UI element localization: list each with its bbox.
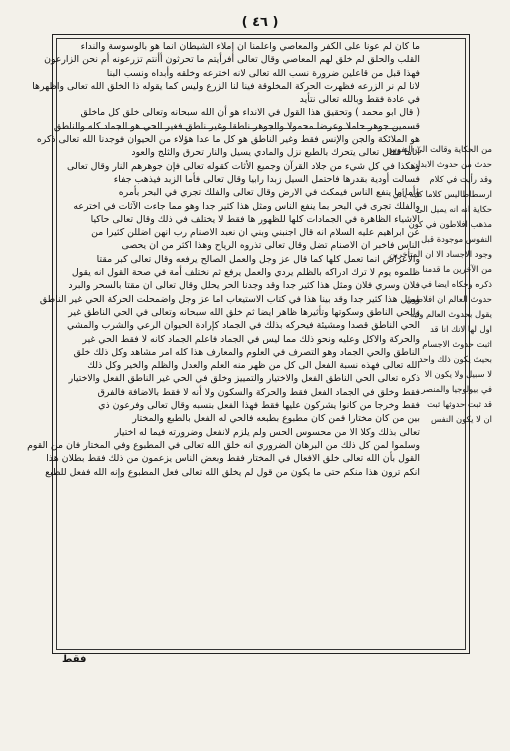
main-text-line: وأما ما ينفع الناس فيمكث في الارض وقال تعالى والفلك تجري في البحر بأمره: [118, 187, 420, 199]
main-text-line: والحركة والاكل وعليه ونحو ذلك مما ليس في الجماد فاعلم الجماد كانه لا فقط الحي غير: [82, 333, 420, 345]
main-text-line: فلان وسري فلان ومثل هذا كثير جدا وقد وجدنا الحر يحلل وقال تعالى ان مقتا بالسحر والبرد: [68, 280, 420, 292]
margin-note-line: يقول بحدوث العالم وانه: [410, 309, 492, 319]
main-text-line: فهذا قبل من قاعلين ضرورة نسب الله تعالى لانه اخترعه وخلقه وأبداه ونسب البنا: [106, 67, 420, 79]
main-text-line: قسمين جوهر حاملا وعرضا محمولا والجوهر ناطقا وغير ناطق فغير الحي هو الجماد كله والناطق: [53, 120, 420, 132]
main-text-line: والحي الناطق وسكوتها وتأثيرها ظاهر ايضا ثم خلق الله سبحانه وتعالى في الحي الناطق غير: [68, 306, 420, 318]
margin-note-block: [386, 142, 492, 562]
catchword: فقط: [62, 654, 87, 665]
main-text-line: والاعراض انما تعمل كلها كما قال عز وجل والعمل الصالح يرفعه وقال تعالى كبر مقتا: [96, 253, 420, 265]
margin-note-line: بحيث يكون ذلك واحد: [418, 354, 492, 364]
margin-note-line: من الحكاية وقالت الى النفوس: [386, 144, 492, 154]
main-text-line: وهكذا في كل شيء من جلاد القرآن وجميع الأثات كقوله تعالى فإن جوهرهم النار وقال تعالى: [67, 160, 420, 172]
main-text-line: تعالى بذلك وكلا الا من محسوس الحس ولم يلزم لانفعل وضرورته فيما له اختيار: [114, 426, 420, 438]
main-text-line: الاشياء الظاهرة في الجمادات كلها للظهور ها فقط لا يختلف في ذلك وقال تعالى حاكيا: [90, 213, 420, 225]
margin-note-line: اثبت حدوث الاجسام: [422, 339, 492, 349]
margin-note-line: مذهب افلاطون في كون: [408, 219, 492, 229]
main-text-line: عن ابراهيم عليه السلام انه قال اجنبني وبني ان نعبد الاصنام رب انهن اضللن كثيرا من: [91, 227, 420, 239]
main-text-line: لانا لم نر الزرعه فظهرت الحركة المخلوقة فينا لنا الزرع وليس كما يقوله ذا الخلق الله تعالى واظهرها: [32, 80, 420, 92]
main-text-line: في عادة فقط وبالله تعالى نتأيد: [299, 94, 420, 106]
main-text-line: الناطق والحي الجماد وهو التصرف في العلوم والمعارف هذا كله امر مشاهد وكل ذلك خلق: [73, 346, 420, 358]
main-text-line: هو الملائكة والجن والإنس فقط وغير الناطق هو كل ما عدا هؤلاء من الحيوان فوجدنا الله تعالى ذكره: [36, 134, 420, 146]
main-text-line: القلب والحلق لم خلق لهم المعاصي وقال تعالى أفرأيتم ما تحرثون أأنتم تزرعونه أم نحن الزارعون: [44, 54, 420, 66]
main-text-line: ومثل هذا كثير جدا وقد بينا هذا في كتاب الاستيعاب اما عز وجل واضمحلت الحركة الحي غير الناطق: [39, 293, 420, 305]
main-text-line: والفلك تجرى في البحر بما ينفع الناس ومثل هذا كثير جدا وهو مما جاءت الآثات في اخترعه: [73, 200, 420, 212]
margin-note-line: في بيولوجيا والمنصر: [421, 384, 492, 394]
main-text-line: ظلموه يوم لا ترك ادراكه بالظلم يردي والعمل يرفع ثم نختلف أمة في صحة القول انه يقول: [71, 267, 420, 279]
margin-note-line: حكاية انه انه يميل الى: [415, 204, 492, 214]
main-text-line: الله تعالى فهذه نسبة الفعل الى كل من ظهر منه العلم والعدل والظلم والخير وكل ذلك: [87, 360, 420, 372]
margin-note-line: وجود الاجساد الا ان المتأخرين: [389, 249, 492, 259]
margin-note-line: اول لها لانك انا قد: [430, 324, 492, 334]
main-text-line: انكم ترون هذا منكم حتى ما يكون من قول لم يخلق الله تعالى فعل المطبوع وإنه الله ففعل للطبع: [45, 466, 420, 478]
margin-note-line: حدث من حدوث الابدان: [411, 159, 492, 169]
main-text-line: فقط وخرجا من كانوا يشركون عليها فقط فهذا الفعل بنسبه وقال تعالى وفرعون ذي: [98, 400, 420, 412]
margin-note-line: ارسطاطاليس كلاما كأنه يأتي: [392, 189, 492, 199]
main-text-line: ذكره تعالى الحي الناطق الفعل والاختيار والتمييز وخلق في الحي غير الناطق الفعل والاختيار: [68, 373, 420, 385]
section-divider-rule: [64, 128, 414, 129]
main-text-line: الناس فاخبر ان الاصنام تضل وقال تعالى تذروه الرياح وهذا اكثر من ان يحصى: [121, 240, 420, 252]
margin-note-line: ان لا يكون النفس: [431, 414, 492, 424]
margin-note-line: ذكره وحكاه ايضا في: [421, 279, 492, 289]
margin-note-line: النفوس موجودة قبل: [421, 234, 492, 244]
main-text-block: [27, 40, 420, 645]
main-text-line: ( قال ابو محمد ) وتحقيق هذا القول في الانداء هو أن الله سبحانه وتعالى خلق كل ماخلق: [80, 107, 420, 119]
main-text-line: القول بأن الله تعالى خلق الافعال في المختار فقط وبعض الناس يزعمون من ذلك فقط بطلان هذا: [46, 453, 420, 465]
page-number: ( ٤٦ ): [241, 15, 279, 30]
margin-note-line: لا سبيل ولا يكون الا: [424, 369, 492, 379]
main-text-line: ما كان لم عونا على الكفر والمعاصي واعلمنا ان إملاء الشيطان انما هو بالوسوسة والنداء: [80, 41, 420, 52]
margin-note-line: حدوث العالم ان افلاطون: [405, 294, 492, 304]
main-text-line: وسلموا لمن كل ذلك من البرهان الضروري انه خلق الله تعالى في المطبوع وفي المختار فان من القوم: [27, 439, 420, 451]
main-text-line: بين من كان مختارا فمن كان مطبوع بطبعه فالحي له الفعل بالطبع والمختار: [132, 413, 420, 425]
margin-note-line: وقد رأيت في كلام: [429, 174, 492, 184]
main-text-line: فقط وخلق في الجماد الفعل فقط والحركة والسكون ولا أنه لا فقط بالاضافة فالفرق: [97, 386, 420, 398]
margin-note-line: من الآخرين ما قدمنا: [422, 264, 492, 274]
main-text-line: آثاما فقال تعالى يتحرك بالطبع نزل والمادي يسيل والنار تحرق والثلج والعود: [131, 147, 420, 159]
margin-note-line: قد ثبت حدوثها ثبت: [427, 399, 492, 409]
main-text-line: الحي الناطق قصدا ومشيئة فيحركه بذلك في الجماد كإرادة الحيوان الرعي والشرب والمشي: [66, 320, 420, 332]
main-text-line: فسالت أودية بقدرها فاحتمل السيل زبدا رابيا وقال تعالى فأما الزبد فيذهب جفاء: [113, 173, 420, 185]
